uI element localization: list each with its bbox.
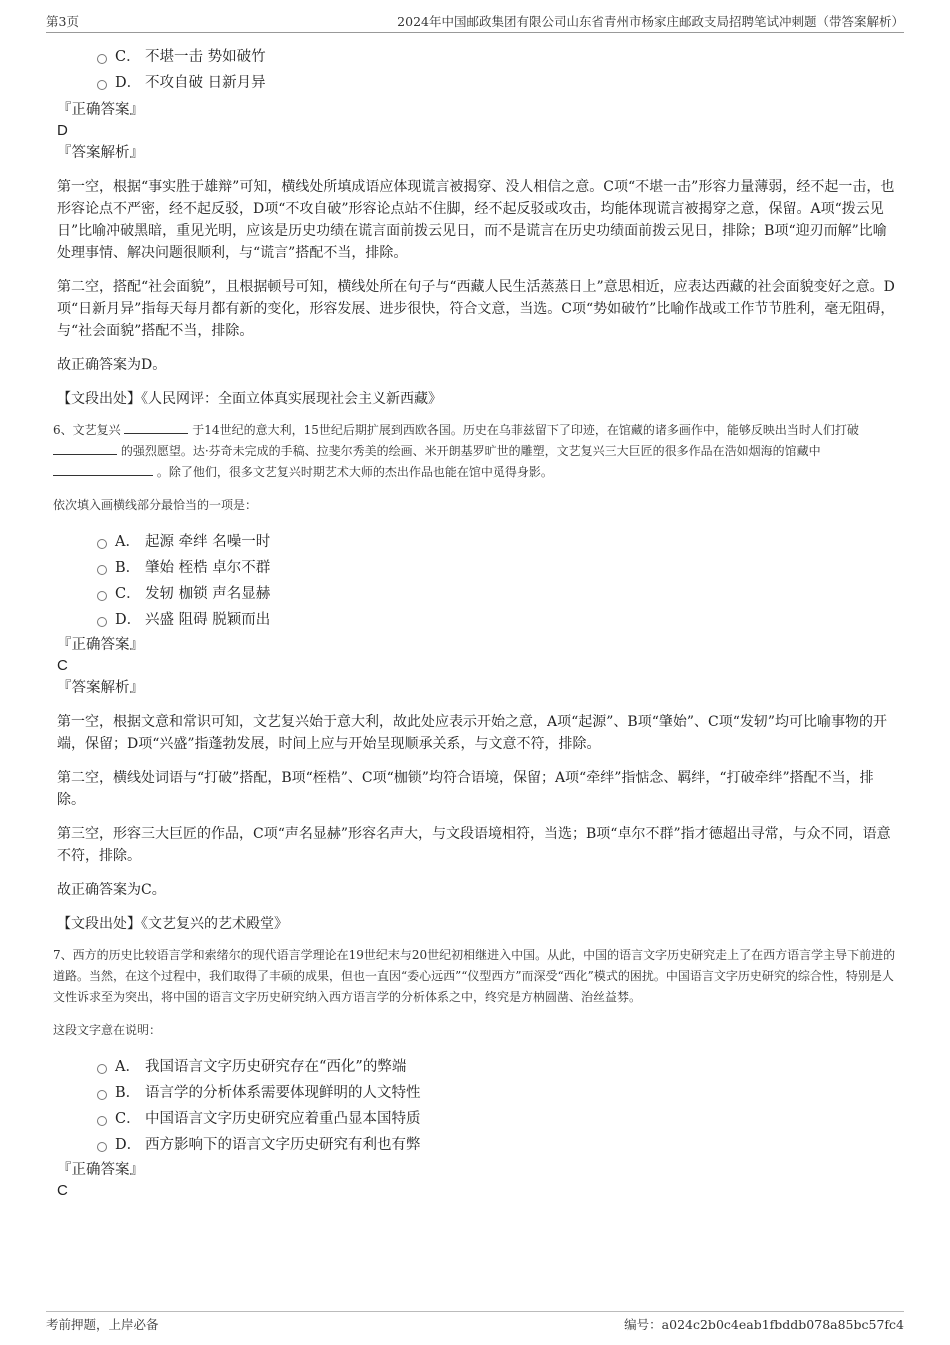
q7-prompt: 这段文字意在说明： — [53, 1023, 162, 1037]
option-text: 肇始 桎梏 卓尔不群 — [145, 560, 271, 576]
page-number: 第3页 — [46, 14, 79, 29]
option-text: 发轫 枷锁 声名显赫 — [145, 586, 271, 602]
q5-analysis-label: 『答案解析』 — [57, 145, 144, 161]
q6-option-d[interactable] — [57, 607, 897, 633]
q6-analysis-para-3: 第三空，形容三大巨匠的作品，C项“声名显赫”形容名声大，与文段语境相符，当选；B项“卓尔不群”指才德超出寻常，与众不同，语意不符，排除。 — [57, 826, 891, 864]
q6-stem — [53, 420, 897, 483]
q6-analysis-para-1: 第一空，根据文意和常识可知，文艺复兴始于意大利，故此处应表示开始之意，A项“起源”、B项“肇始”、C项“发轫”均可比喻事物的开端，保留；D项“兴盛”指蓬勃发展，时间上应与开始呈现顺承关系，与文意不符，排除。 — [57, 714, 888, 752]
radio-icon[interactable] — [97, 565, 107, 575]
option-text: 不堪一击 势如破竹 — [145, 49, 266, 65]
q6-stem-part-1: 6、文艺复兴 — [53, 423, 121, 437]
option-text: 我国语言文字历史研究存在“西化”的弊端 — [145, 1059, 407, 1075]
q6-source: 【文段出处】《文艺复兴的艺术殿堂》 — [57, 916, 288, 932]
q5-answer: D — [57, 122, 68, 139]
q7-answer: C — [57, 1182, 68, 1199]
option-key: B． — [115, 1085, 141, 1101]
q6-answer: C — [57, 657, 68, 674]
radio-icon[interactable] — [97, 617, 107, 627]
option-text: 语言学的分析体系需要体现鲜明的人文特性 — [145, 1085, 421, 1101]
q6-analysis-para-2: 第二空，横线处词语与“打破”搭配，B项“桎梏”、C项“枷锁”均符合语境，保留；A项“牵绊”指惦念、羁绊，“打破牵绊”搭配不当，排除。 — [57, 770, 874, 808]
document-title: 2024年中国邮政集团有限公司山东省青州市杨家庄邮政支局招聘笔试冲刺题（带答案解析） — [397, 14, 904, 29]
q5-option-c[interactable] — [57, 44, 897, 70]
q7-option-c[interactable] — [57, 1106, 897, 1132]
q7-option-d[interactable] — [57, 1132, 897, 1158]
q6-answer-label: 『正确答案』 — [57, 637, 144, 653]
option-key: C． — [115, 49, 141, 65]
document-body — [53, 44, 897, 1200]
radio-icon[interactable] — [97, 1142, 107, 1152]
radio-icon[interactable] — [97, 1064, 107, 1074]
option-text: 不攻自破 日新月异 — [145, 75, 266, 91]
radio-icon[interactable] — [97, 54, 107, 64]
radio-icon[interactable] — [97, 591, 107, 601]
q6-stem-part-4: 。除了他们，很多文艺复兴时期艺术大师的杰出作品也能在馆中觅得身影。 — [156, 465, 553, 479]
q6-option-a[interactable] — [57, 529, 897, 555]
q6-analysis-para-4: 故正确答案为C。 — [57, 882, 166, 898]
option-key: A． — [115, 534, 140, 550]
option-key: C． — [115, 586, 141, 602]
q5-option-d[interactable] — [57, 70, 897, 96]
blank-line — [53, 442, 117, 455]
q6-option-b[interactable] — [57, 555, 897, 581]
q6-stem-part-3: 的强烈愿望。达·芬奇未完成的手稿、拉斐尔秀美的绘画、米开朗基罗旷世的雕塑，文艺复兴三大巨匠的很多作品在浩如烟海的馆藏中 — [120, 444, 821, 458]
q5-analysis-para-1: 第一空，根据“事实胜于雄辩”可知，横线处所填成语应体现谎言被揭穿、没人相信之意。C项“不堪一击”形容力量薄弱，经不起一击，也形容论点不严密，经不起反驳，D项“不攻自破”形容论点站不住脚，经不起反驳或攻击，均能体现谎言被揭穿之意，保留。A项“拨云见日”比喻冲破黑暗，重见光明，应该是历史功绩在谎言面前拨云见日，而不是谎言在历史功绩面前拨云见日，排除；B项“迎刃而解”比喻处理事情、解决问题很顺利，与“谎言”搭配不当，排除。 — [57, 179, 895, 261]
option-key: D． — [115, 612, 142, 628]
q6-stem-part-2: 于14世纪的意大利，15世纪后期扩展到西欧各国。历史在乌菲兹留下了印迹，在馆藏的诸多画作中，能够反映出当时人们打破 — [192, 423, 859, 437]
q5-source: 【文段出处】《人民网评：全面立体真实展现社会主义新西藏》 — [57, 391, 442, 407]
option-text: 中国语言文字历史研究应着重凸显本国特质 — [145, 1111, 421, 1127]
radio-icon[interactable] — [97, 539, 107, 549]
radio-icon[interactable] — [97, 1116, 107, 1126]
q7-option-b[interactable] — [57, 1080, 897, 1106]
document-id: 编号：a024c2b0c4eab1fbddb078a85bc57fc4 — [624, 1317, 904, 1332]
page-footer — [46, 1311, 904, 1335]
radio-icon[interactable] — [97, 1090, 107, 1100]
q5-answer-label: 『正确答案』 — [57, 102, 144, 118]
option-key: B． — [115, 560, 141, 576]
option-key: D． — [115, 1137, 142, 1153]
page-header — [46, 12, 904, 33]
q6-analysis-label: 『答案解析』 — [57, 680, 144, 696]
q5-analysis-para-2: 第二空，搭配“社会面貌”，且根据顿号可知，横线处所在句子与“西藏人民生活蒸蒸日上”意思相近，应表达西藏的社会面貌变好之意。D项“日新月异”指每天每月都有新的变化，形容发展、进步很快，符合文意，当选。C项“势如破竹”比喻作战或工作节节胜利，毫无阻碍，与“社会面貌”搭配不当，排除。 — [57, 279, 895, 339]
q7-answer-label: 『正确答案』 — [57, 1162, 144, 1178]
blank-line — [53, 463, 153, 476]
q5-analysis-para-3: 故正确答案为D。 — [57, 357, 167, 373]
blank-line — [124, 421, 188, 434]
q7-option-a[interactable] — [57, 1054, 897, 1080]
footer-slogan: 考前押题，上岸必备 — [46, 1317, 159, 1332]
option-key: A． — [115, 1059, 140, 1075]
option-text: 起源 牵绊 名噪一时 — [145, 534, 271, 550]
option-text: 兴盛 阻碍 脱颖而出 — [145, 612, 271, 628]
option-key: D． — [115, 75, 142, 91]
q7-stem: 7、西方的历史比较语言学和索绪尔的现代语言学理论在19世纪末与20世纪初相继进入中国。从此，中国的语言文字历史研究走上了在西方语言学主导下前进的道路。当然，在这个过程中，我们取得了丰硕的成果，但也一直因“委心远西”“仪型西方”而深受“西化”模式的困扰。中国语言文字历史研究的综合性，特别是人文性诉求至为突出，将中国的语言文字历史研究纳入西方语言学的分析体系之中，终究是方枘圆凿、治丝益棼。 — [53, 948, 896, 1004]
option-text: 西方影响下的语言文字历史研究有利也有弊 — [145, 1137, 421, 1153]
q6-option-c[interactable] — [57, 581, 897, 607]
option-key: C． — [115, 1111, 141, 1127]
radio-icon[interactable] — [97, 80, 107, 90]
q6-prompt: 依次填入画横线部分最恰当的一项是： — [53, 498, 258, 512]
